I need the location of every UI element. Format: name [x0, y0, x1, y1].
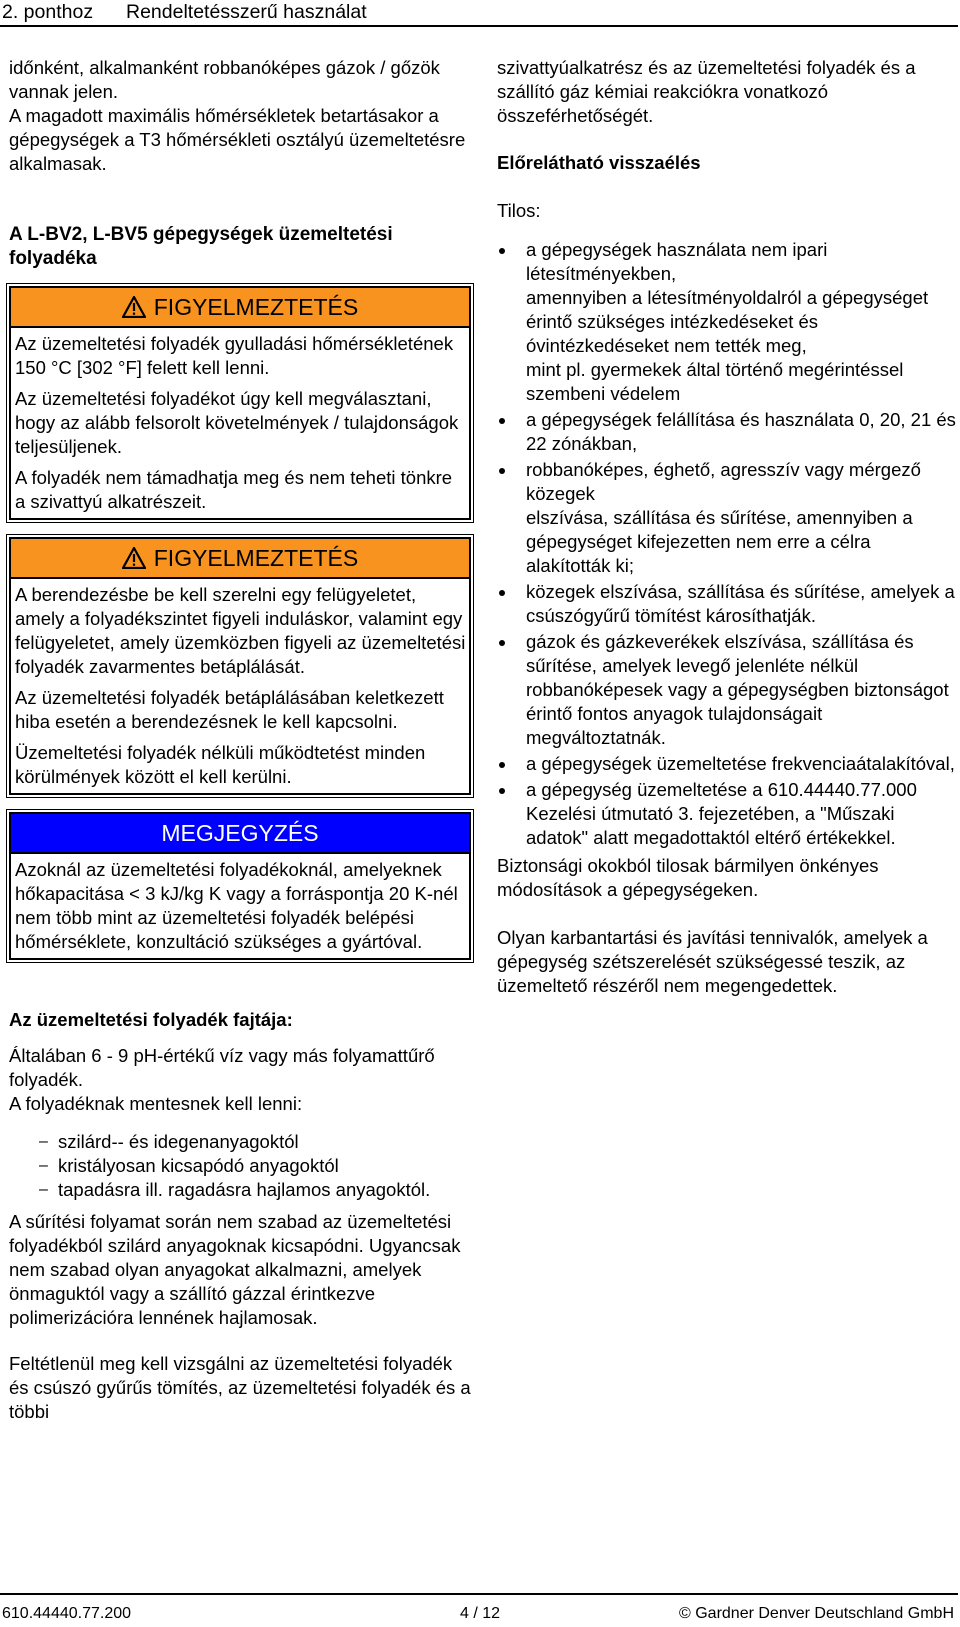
- compatibility-continued: szivattyúalkatrész és az üzemeltetési folyadék és a szállító gáz kémiai reakciókra vonatkozó összeférhetőségét.: [497, 57, 916, 126]
- warning-paragraph: A berendezésbe be kell szerelni egy felügyeletet, amely a folyadékszintet figyeli induláskor, valamint egy felügyeletet, amely üzemközben figyeli az üzemeltetési folyadék zavarmentes betáplálását.: [15, 584, 466, 677]
- safety-text: Biztonsági okokból tilosak bármilyen önkényes módosítások a gépegységeken.: [497, 855, 879, 900]
- misuse-heading: Előrelátható visszaélés: [497, 152, 701, 173]
- note-header: [11, 814, 469, 854]
- page-footer: [0, 1593, 958, 1623]
- warning-title: FIGYELMEZTETÉS: [153, 545, 359, 571]
- list-item: a gépegységek üzemeltetése frekvenciaátalakítóval,: [497, 752, 959, 776]
- list-item: a gépegység üzemeltetése a 610.44440.77.000 Kezelési útmutató 3. fejezetében, a "Műszaki adatok" alatt megadottaktól eltérő értékekkel.: [497, 778, 959, 850]
- intro-text: időnként, alkalmanként robbanóképes gázok / gőzök vannak jelen. A magadott maximális hőmérsékletek betartásakor a gépegységek a T3 hőmérsékleti osztályú üzemeltetésre alkalmasak.: [9, 57, 466, 174]
- warning-paragraph: Üzemeltetési folyadék nélküli működtetést minden körülmények között el kell kerülni.: [15, 742, 426, 787]
- list-item: a gépegységek felállítása és használata 0, 20, 21 és 22 zónákban,: [497, 408, 959, 456]
- page-number: 4 / 12: [460, 1605, 501, 1622]
- warning-paragraph: Az üzemeltetési folyadékot úgy kell megválasztani, hogy az alább felsorolt követelmények / tulajdonságok teljesüljenek.: [15, 388, 459, 457]
- maintenance-text: Olyan karbantartási és javítási tennivalók, amelyek a gépegység szétszerelését szükségessé teszik, az üzemeltető részéről nem megengedettek.: [497, 927, 928, 996]
- page-header: [0, 0, 958, 27]
- warning-title: FIGYELMEZTETÉS: [153, 294, 359, 320]
- list-item: – szilárd-- és idegenanyagoktól: [9, 1130, 471, 1154]
- list-item: gázok és gázkeverékek elszívása, szállítása és sűrítése, amelyek levegő jelenléte nélkül robbanóképesek vagy a gépegységben biztonságot érintő fontos anyagok tulajdonságait megváltoztatnák.: [497, 630, 959, 750]
- compatibility-text: Feltétlenül meg kell vizsgálni az üzemeltetési folyadék és csúszó gyűrűs tömítés, az üzemeltetési folyadék és a többi: [9, 1353, 471, 1422]
- warning-header: [11, 539, 469, 579]
- warning-body: [11, 579, 469, 793]
- prohibited-label: Tilos:: [497, 200, 541, 221]
- warning-paragraph: Az üzemeltetési folyadék gyulladási hőmérsékletének 150 °C [302 °F] felett kell lenni.: [15, 333, 454, 378]
- warning-box-ignition: [9, 286, 471, 520]
- list-item: – tapadásra ill. ragadásra hajlamos anyagoktól.: [9, 1178, 471, 1202]
- warning-box-monitoring: [9, 537, 471, 795]
- list-item: közegek elszívása, szállítása és sűrítése, amelyek a csúszógyűrű tömítést károsíthatják.: [497, 580, 959, 628]
- warning-triangle-icon: [122, 296, 146, 318]
- compression-text: A sűrítési folyamat során nem szabad az üzemeltetési folyadékból szilárd anyagoknak kicsapódni. Ugyancsak nem szabad olyan anyagokat alkalmazni, amelyek önmaguktól vagy a szállító gázzal érintkezve polimerizációra lennének hajlamosak.: [9, 1211, 461, 1328]
- document-number: 610.44440.77.200: [2, 1605, 132, 1622]
- fluid-type-text: Általában 6 - 9 pH-értékű víz vagy más folyamattűrő folyadék. A folyadéknak mentesnek kell lenni:: [9, 1045, 435, 1114]
- list-item: a gépegységek használata nem ipari létesítményekben, amennyiben a létesítményoldalról a gépegységet érintő szükséges intézkedéseket és óvintézkedéseket nem tették meg, mint pl. gyermekek által történő megérintéssel szembeni védelem: [497, 238, 959, 406]
- right-column: [497, 56, 959, 998]
- copyright: © Gardner Denver Deutschland GmbH: [678, 1605, 954, 1622]
- fluid-type-heading: Az üzemeltetési folyadék fajtája:: [9, 1009, 293, 1030]
- warning-paragraph: A folyadék nem támadhatja meg és nem teheti tönkre a szivattyú alkatrészeit.: [15, 467, 453, 512]
- chapter-label: 2. ponthoz: [2, 1, 94, 23]
- list-item: – kristályosan kicsapódó anyagoktól: [9, 1154, 471, 1178]
- list-item: robbanóképes, éghető, agresszív vagy mérgező közegek elszívása, szállítása és sűrítése, amennyiben a gépegységet kifejezetten nem erre a célra alakították ki;: [497, 458, 959, 578]
- note-title: MEGJEGYZÉS: [161, 820, 319, 846]
- misuse-list: [497, 238, 959, 850]
- fluid-heading: A L-BV2, L-BV5 gépegységek üzemeltetési folyadéka: [9, 224, 393, 269]
- warning-triangle-icon: [122, 547, 146, 569]
- chapter-title: Rendeltetésszerű használat: [126, 1, 367, 23]
- impurity-list: [9, 1130, 471, 1202]
- warning-body: [11, 328, 469, 518]
- warning-header: [11, 288, 469, 328]
- note-body: [11, 854, 469, 958]
- note-text: Azoknál az üzemeltetési folyadékoknál, amelyeknek hőkapacitása < 3 kJ/kg K vagy a forráspontja 20 K-nél nem több mint az üzemeltetési folyadék belépési hőmérséklete, konzultáció szükséges a gyártóval.: [15, 859, 458, 952]
- left-column: [9, 56, 471, 1424]
- note-box: [9, 812, 471, 960]
- warning-paragraph: Az üzemeltetési folyadék betáplálásában keletkezett hiba esetén a berendezésnek le kell kapcsolni.: [15, 687, 444, 732]
